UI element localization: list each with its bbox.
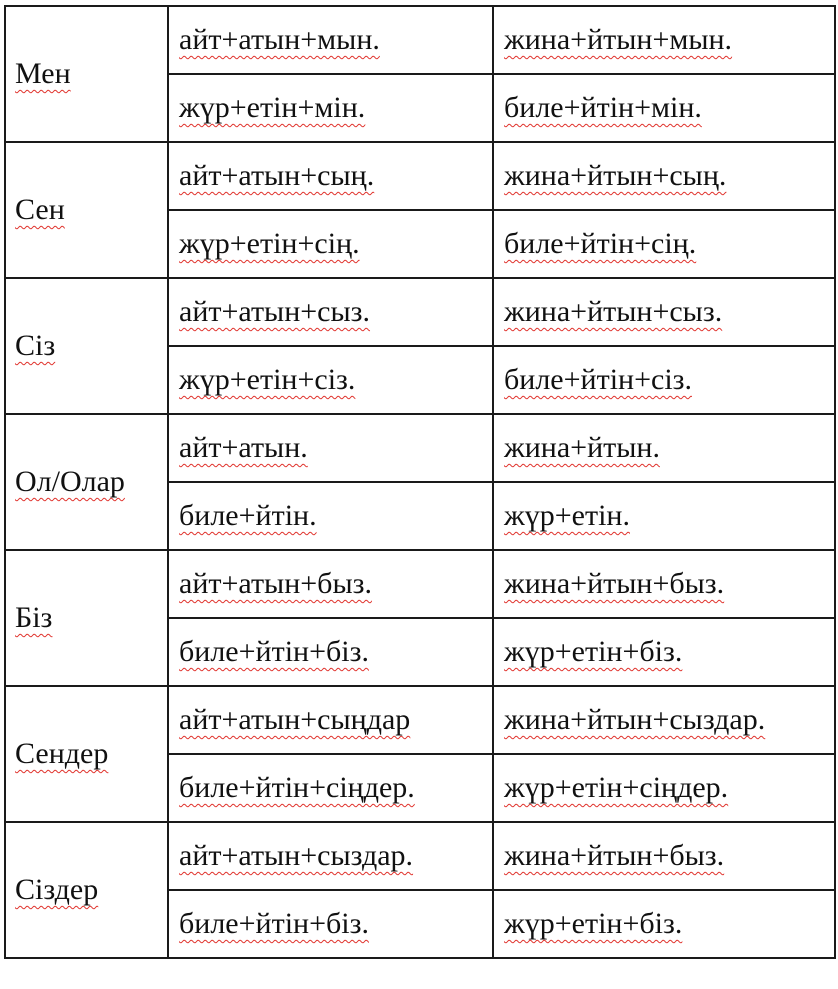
pronoun-cell bbox=[5, 414, 168, 550]
pronoun-text: Сендер bbox=[15, 737, 109, 770]
verb-form-cell bbox=[493, 74, 835, 142]
verb-form-text: айт+атын. bbox=[179, 431, 308, 464]
verb-form-cell bbox=[493, 414, 835, 482]
pronoun-cell bbox=[5, 550, 168, 686]
verb-form-text: жүр+етін+мін. bbox=[179, 91, 366, 124]
conjugation-table bbox=[4, 5, 836, 959]
verb-form-cell bbox=[168, 890, 493, 958]
verb-form-cell bbox=[168, 6, 493, 74]
verb-form-text: айт+атын+мын. bbox=[179, 23, 380, 56]
verb-form-text: биле+йтін+сің. bbox=[504, 227, 697, 260]
verb-form-cell bbox=[493, 890, 835, 958]
pronoun-text: Ол/Олар bbox=[15, 465, 125, 498]
verb-form-text: жина+йтын+быз. bbox=[504, 839, 725, 872]
verb-form-text: жина+йтын+сыз. bbox=[504, 295, 723, 328]
verb-form-cell bbox=[168, 550, 493, 618]
verb-form-cell bbox=[493, 278, 835, 346]
table-row bbox=[5, 686, 835, 754]
pronoun-text: Сіздер bbox=[15, 873, 99, 906]
table-row bbox=[5, 414, 835, 482]
verb-form-cell bbox=[168, 210, 493, 278]
table-row bbox=[5, 278, 835, 346]
verb-form-cell bbox=[493, 346, 835, 414]
pronoun-text: Сен bbox=[15, 193, 65, 226]
verb-form-cell bbox=[493, 6, 835, 74]
verb-form-text: биле+йтін+сіңдер. bbox=[179, 771, 415, 804]
verb-form-text: айт+атын+быз. bbox=[179, 567, 372, 600]
pronoun-text: Мен bbox=[15, 57, 71, 90]
verb-form-text: биле+йтін+біз. bbox=[179, 907, 369, 940]
verb-form-cell bbox=[168, 482, 493, 550]
pronoun-text: Біз bbox=[15, 601, 53, 634]
verb-form-text: айт+атын+сыздар. bbox=[179, 839, 414, 872]
verb-form-text: жина+йтын+мын. bbox=[504, 23, 733, 56]
table-row bbox=[5, 142, 835, 210]
pronoun-cell bbox=[5, 142, 168, 278]
table-row bbox=[5, 6, 835, 74]
verb-form-cell bbox=[168, 74, 493, 142]
verb-form-cell bbox=[168, 754, 493, 822]
verb-form-cell bbox=[493, 482, 835, 550]
verb-form-text: жина+йтын+сың. bbox=[504, 159, 727, 192]
pronoun-cell bbox=[5, 822, 168, 958]
verb-form-text: жина+йтын+сыздар. bbox=[504, 703, 766, 736]
verb-form-cell bbox=[493, 822, 835, 890]
verb-form-cell bbox=[168, 278, 493, 346]
verb-form-cell bbox=[168, 618, 493, 686]
verb-form-text: биле+йтін+біз. bbox=[179, 635, 369, 668]
verb-form-cell bbox=[493, 210, 835, 278]
verb-form-cell bbox=[493, 754, 835, 822]
verb-form-cell bbox=[168, 822, 493, 890]
verb-form-text: жүр+етін+біз. bbox=[504, 635, 683, 668]
verb-form-cell bbox=[168, 346, 493, 414]
table-row bbox=[5, 550, 835, 618]
verb-form-text: жина+йтын+быз. bbox=[504, 567, 725, 600]
verb-form-text: айт+атын+сыз. bbox=[179, 295, 371, 328]
verb-form-text: жүр+етін+сіз. bbox=[179, 363, 356, 396]
conjugation-table-body bbox=[5, 6, 835, 958]
verb-form-cell bbox=[493, 686, 835, 754]
verb-form-text: жина+йтын. bbox=[504, 431, 660, 464]
verb-form-text: айт+атын+сыңдар bbox=[179, 703, 411, 736]
verb-form-cell bbox=[168, 142, 493, 210]
verb-form-text: жүр+етін. bbox=[504, 499, 630, 532]
verb-form-cell bbox=[168, 414, 493, 482]
pronoun-cell bbox=[5, 278, 168, 414]
verb-form-text: жүр+етін+сің. bbox=[179, 227, 360, 260]
verb-form-cell bbox=[493, 618, 835, 686]
pronoun-cell bbox=[5, 6, 168, 142]
verb-form-text: биле+йтін+сіз. bbox=[504, 363, 692, 396]
verb-form-text: жүр+етін+сіңдер. bbox=[504, 771, 729, 804]
verb-form-text: жүр+етін+біз. bbox=[504, 907, 683, 940]
verb-form-cell bbox=[168, 686, 493, 754]
verb-form-cell bbox=[493, 142, 835, 210]
verb-form-cell bbox=[493, 550, 835, 618]
pronoun-text: Сіз bbox=[15, 329, 56, 362]
table-row bbox=[5, 822, 835, 890]
verb-form-text: айт+атын+сың. bbox=[179, 159, 375, 192]
verb-form-text: биле+йтін. bbox=[179, 499, 317, 532]
verb-form-text: биле+йтін+мін. bbox=[504, 91, 702, 124]
pronoun-cell bbox=[5, 686, 168, 822]
